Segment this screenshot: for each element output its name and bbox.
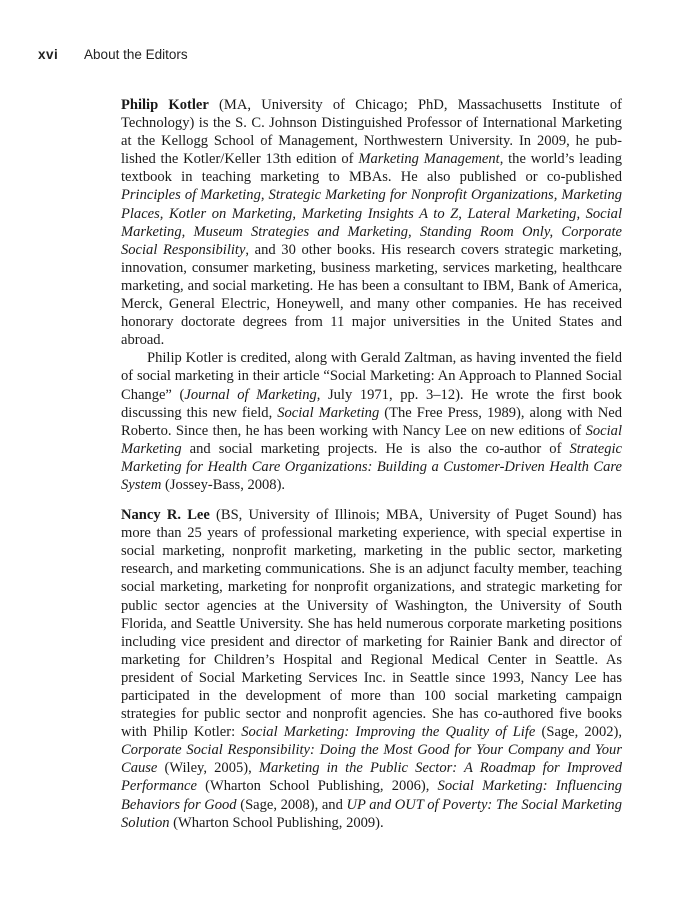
italic-title: Corporate Social Responsibility: Doing the Most Good for Your Company and Your Cause bbox=[121, 742, 622, 777]
text-run: (Jossey-Bass, 2008). bbox=[161, 476, 286, 493]
text-run: (Sage, 2002), bbox=[535, 724, 622, 741]
text-run: (Wiley, 2005), bbox=[157, 760, 259, 777]
running-head bbox=[38, 47, 188, 62]
lee-bio-paragraph bbox=[121, 506, 622, 832]
text-run: , July 1971, pp. 3–12). He wrote the first book discussing this new field, bbox=[121, 386, 623, 421]
kotler-social-marketing-text bbox=[121, 350, 622, 493]
italic-title: Social Marketing: Influencing Behaviors for Good bbox=[121, 778, 622, 813]
lee-bio-text bbox=[121, 507, 622, 831]
text-run: (Sage, 2008), and bbox=[236, 796, 347, 813]
lee-name: Nancy R. Lee bbox=[121, 507, 210, 524]
kotler-bio-paragraph bbox=[121, 96, 622, 349]
italic-title: Social Marketing bbox=[121, 422, 622, 457]
text-run: , the world’s leading textbook in teaching marketing to MBAs. He also published or co-published bbox=[121, 151, 622, 186]
text-run: Philip Kotler is credited, along with Gerald Zaltman, as having invented the field of social marketing in their article “Social Marketing: An Approach to Planned Social Change” ( bbox=[121, 350, 622, 403]
italic-title: Strategic Marketing for Health Care Organizations: Building a Customer-Driven Health Care System bbox=[121, 440, 622, 493]
text-run: (BS, University of Illinois; MBA, University of Puget Sound) has more than 25 years of professional marketing experience, with special expertise in social marketing, nonprofit marketing, marketing in the public sector, marketing research, and marketing communications. She is an adjunct faculty member, teaching social marketing, marketing for nonprofit organizations, and strategic marketing for public sector agencies at the University of Washington, the University of South Florida, and Seattle University. She has held numerous corporate marketing positions including vice president and director of marketing for Rainier Bank and director of marketing for Children’s Hospital and Regional Medical Center in Seattle. As president of Social Marketing Services Inc. in Seattle since 1993, Nancy Lee has participated in the development of more than 100 social marketing campaign strategies for public sector and nonprofit agencies. She has co-authored five books with Philip Kotler: bbox=[121, 507, 622, 741]
italic-title: Social Marketing: Improving the Quality of Life bbox=[241, 724, 536, 741]
italic-title: Social Marketing bbox=[277, 404, 380, 421]
editors-bios bbox=[121, 96, 622, 832]
kotler-name: Philip Kotler bbox=[121, 97, 209, 113]
kotler-social-marketing-paragraph bbox=[121, 349, 622, 494]
kotler-bio-text bbox=[121, 97, 622, 348]
italic-title: Marketing Management bbox=[358, 151, 500, 168]
italic-title: Journal of Marketing bbox=[184, 386, 317, 403]
text-run: (The Free Press, 1989), along with Ned Roberto. Since then, he has been working with Nancy Lee on new editions of bbox=[121, 404, 623, 439]
italic-title: Marketing in the Public Sector: A Roadmap for Improved Performance bbox=[121, 760, 623, 795]
italic-title: UP and OUT of Poverty: The Social Marketing Solution bbox=[121, 796, 622, 831]
text-run: (Wharton School Publishing, 2009). bbox=[169, 814, 384, 831]
section-title: About the Editors bbox=[84, 47, 188, 62]
text-run: (MA, University of Chicago; PhD, Massachusetts Institute of Technology) is the S. C. Johnson Distinguished Professor of International Marketing at the Kellogg School of Management, Northwestern University. In 2009, he published the Kotler/Keller 13th edition of bbox=[121, 97, 623, 168]
page-number: xvi bbox=[38, 47, 59, 62]
text-run: , and 30 other books. His research covers strategic marketing, innovation, consumer marketing, business marketing, services marketing, healthcare marketing, and social marketing. He has been a consultant to IBM, Bank of America, Merck, General Electric, Honeywell, and many other companies. He has received honorary doctorate degrees from 11 major universities in the United States and abroad. bbox=[121, 241, 622, 349]
text-run: (Wharton School Publishing, 2006), bbox=[196, 778, 438, 795]
italic-title: Principles of Marketing, Strategic Marketing for Nonprofit Organizations, Marketing Places, Kotler on Marketing, Marketing Insights A to Z, Lateral Marketing, Social Marketing, Museum Strategies and Marketing, Standing Room Only, Corporate Social Responsibility bbox=[121, 187, 622, 258]
text-run: and social marketing projects. He is also the co-author of bbox=[181, 440, 570, 457]
